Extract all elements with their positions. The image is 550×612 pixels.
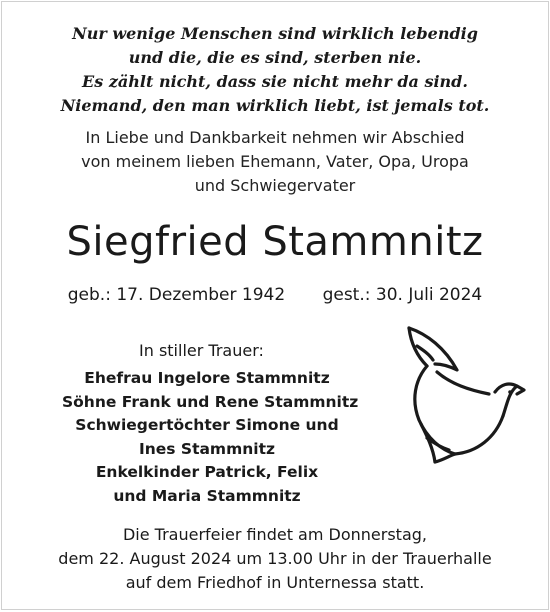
ceremony-line: Die Trauerfeier findet am Donnerstag, [122, 525, 427, 544]
mourner-line: Ehefrau Ingelore Stammnitz [84, 369, 330, 387]
poem-line: und die, die es sind, sterben nie. [128, 48, 422, 67]
mourner-line: Söhne Frank und Rene Stammnitz [62, 392, 359, 411]
intro-line: von meinem lieben Ehemann, Vater, Opa, Uropa [81, 152, 469, 171]
death-date: gest.: 30. Juli 2024 [322, 285, 483, 305]
ceremony-line: auf dem Friedhof in Unternessa statt. [125, 573, 425, 592]
deceased-name: Siegfried Stammnitz [66, 219, 484, 265]
mourning-intro: In stiller Trauer: [139, 341, 264, 360]
poem-line: Es zählt nicht, dass sie nicht mehr da sind. [82, 72, 468, 91]
poem [2, 22, 548, 118]
mourner-line: und Maria Stammnitz [113, 486, 301, 505]
obituary-notice [1, 1, 549, 610]
poem-line: Nur wenige Menschen sind wirklich lebendig [72, 24, 478, 43]
mourner-line: Schwiegertöchter Simone und [75, 416, 339, 434]
poem-line: Niemand, den man wirklich liebt, ist jemals tot. [60, 96, 490, 115]
intro-line: und Schwiegervater [194, 176, 356, 195]
mourners-list [62, 367, 359, 508]
mourner-line: Enkelkinder Patrick, Felix [95, 463, 319, 481]
farewell-intro [2, 126, 548, 198]
ceremony-line: dem 22. August 2024 um 13.00 Uhr in der Trauerhalle [58, 549, 492, 568]
funeral-announcement [2, 523, 548, 595]
life-dates [2, 283, 548, 307]
intro-line: In Liebe und Dankbarkeit nehmen wir Abschied [85, 128, 465, 147]
birth-date: geb.: 17. Dezember 1942 [67, 285, 286, 305]
dove-icon [397, 320, 527, 470]
mourner-line: Ines Stammnitz [138, 439, 276, 458]
